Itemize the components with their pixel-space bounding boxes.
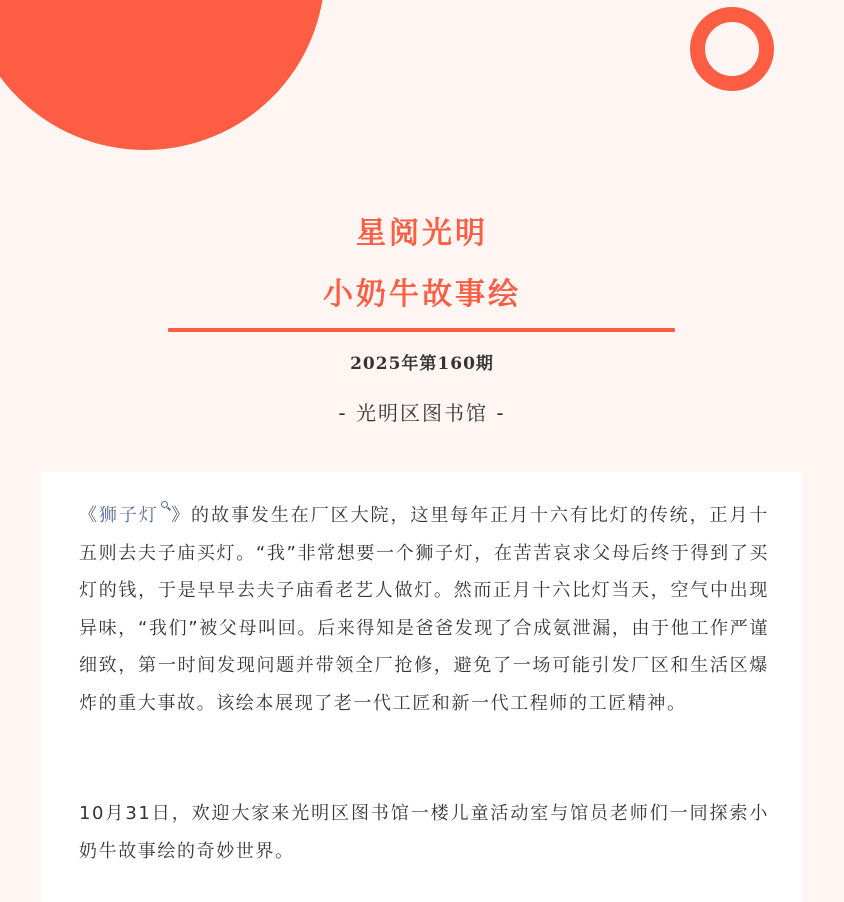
library-name: - 光明区图书馆 - xyxy=(338,401,506,425)
event-paragraph: 10月31日，欢迎大家来光明区图书馆一楼儿童活动室与馆员老师们一同探索小奶牛故事绘的奇妙世界。 xyxy=(79,803,769,862)
search-icon xyxy=(161,501,171,513)
issue-number: 2025年第160期 xyxy=(350,354,494,374)
decorative-ring xyxy=(690,7,774,91)
book-title: 狮子灯 xyxy=(98,505,159,526)
open-bracket: 《 xyxy=(79,505,99,526)
book-title-link[interactable] xyxy=(99,505,171,526)
decorative-circle xyxy=(0,0,325,150)
title-line-1: 星阅光明 xyxy=(356,216,488,251)
title-line-2: 小奶牛故事绘 xyxy=(323,277,521,312)
title-divider xyxy=(168,328,675,332)
intro-text: 》的故事发生在厂区大院，这里每年正月十六有比灯的传统，正月十五则去夫子庙买灯。“我”非常想要一个狮子灯，在苦苦哀求父母后终于得到了买灯的钱，于是早早去夫子庙看老艺人做灯。然而正月十六比灯当天，空气中出现异味，“我们”被父母叫回。后来得知是爸爸发现了合成氨泄漏，由于他工作严谨细致，第一时间发现问题并带领全厂抢修，避免了一场可能引发厂区和生活区爆炸的重大事故。该绘本展现了老一代工匠和新一代工程师的工匠精神。 xyxy=(79,505,769,714)
intro-paragraph xyxy=(79,497,769,722)
